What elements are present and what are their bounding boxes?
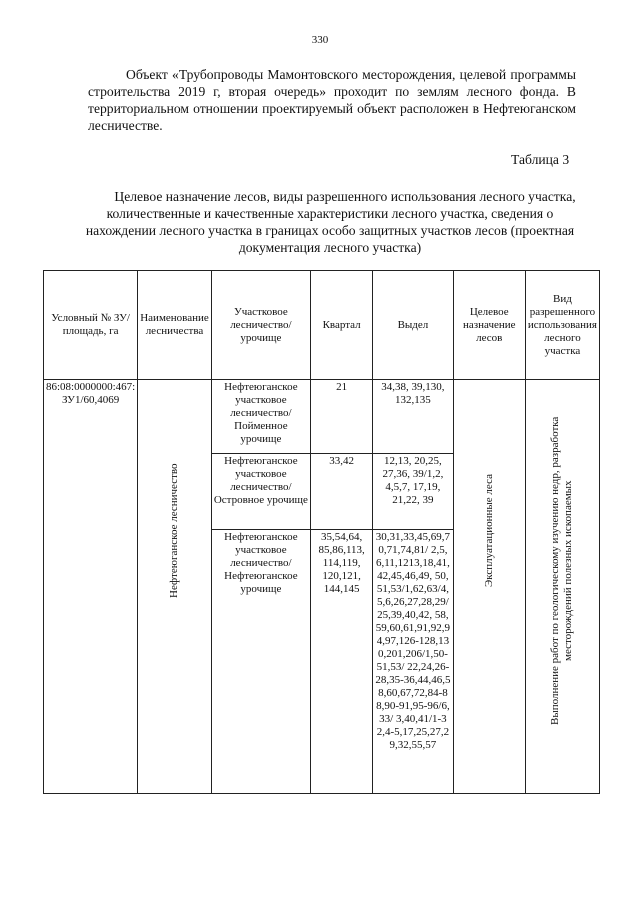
- cell-forestry: [138, 380, 212, 794]
- forest-plot-table: [43, 270, 600, 794]
- cell-quarter: 21: [310, 380, 372, 454]
- purpose-vertical-text: Эксплуатационные леса: [482, 474, 495, 588]
- header-plot: Условный № ЗУ/площадь, га: [44, 271, 138, 380]
- cell-district: Нефтеюганское участковое лесничество/ Нефтеюганское урочище: [211, 530, 310, 794]
- cell-purpose: [453, 380, 525, 794]
- intro-paragraph: Объект «Трубопроводы Мамонтовского месторождения, целевой программы строительства 2019 г, вторая очередь» проходит по землям лесного фонда. В территориальном отношении проектируемый объект расположен в Нефтеюганском лесничестве.: [88, 67, 576, 133]
- header-quarter: Квартал: [310, 271, 372, 380]
- cell-section: 30,31,33,45,69,70,71,74,81/ 2,5,6,11,1213,18,41,42,45,46,49, 50,51,53/1,62,63/4,5,6,26,27,28,29/25,39,40,42, 58,59,60,61,91,92,94,97,126-128,130,201,206/1,50-51,53/ 22,24,26-28,35-36,44,46,58,60,67,72,84-88,90-91,95-96/6,33/ 3,40,41/1-32,4-5,17,25,27,29,32,55,57: [373, 530, 453, 794]
- cell-permitted-use: [525, 380, 599, 794]
- cell-plot: 86:08:0000000:467: ЗУ1/60,4069: [44, 380, 138, 794]
- table-header-row: [44, 271, 600, 380]
- table-number: Таблица 3: [511, 152, 570, 167]
- cell-district: Нефтеюганское участковое лесничество/ Пойменное урочище: [211, 380, 310, 454]
- cell-quarter: 35,54,64, 85,86,113, 114,119, 120,121, 144,145: [310, 530, 372, 794]
- header-section: Выдел: [373, 271, 453, 380]
- cell-quarter: 33,42: [310, 454, 372, 530]
- header-purpose: Целевое назначение лесов: [453, 271, 525, 380]
- permitted-use-vertical-text: Выполнение работ по геологическому изучению недр, разработка месторождений полезных ископаемых: [549, 416, 575, 726]
- page-number: 330: [311, 34, 329, 46]
- cell-section: 34,38, 39,130, 132,135: [373, 380, 453, 454]
- forestry-vertical-text: Нефтеюганское лесничество: [168, 463, 180, 599]
- cell-district: Нефтеюганское участковое лесничество/ Островное урочище: [211, 454, 310, 530]
- table-caption: Целевое назначение лесов, виды разрешенного использования лесного участка, количественные и качественные характеристики лесного участка, сведения о нахождении лесного участка в границах особо защитных участков лесов (проектная документация лесного участка): [85, 189, 576, 255]
- header-district: Участковое лесничество/урочище: [211, 271, 310, 380]
- header-forestry: Наименование лесничества: [138, 271, 212, 380]
- header-permitted-use: Вид разрешенного использования лесного участка: [525, 271, 599, 380]
- cell-section: 12,13, 20,25, 27,36, 39/1,2, 4,5,7, 17,19, 21,22, 39: [373, 454, 453, 530]
- table-row: [44, 380, 600, 454]
